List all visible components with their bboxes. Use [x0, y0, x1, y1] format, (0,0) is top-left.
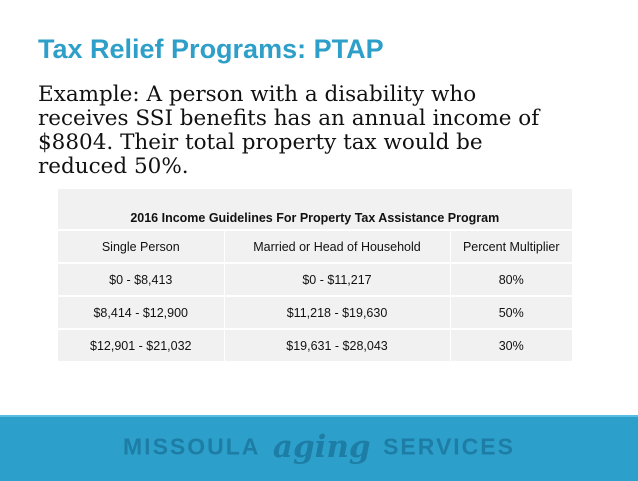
table-row	[58, 329, 572, 362]
table-cell: $8,414 - $12,900	[58, 296, 224, 329]
body-line-3: $8804. Their total property tax would be	[38, 130, 483, 155]
table-title-row	[58, 189, 572, 230]
table-cell: $12,901 - $21,032	[58, 329, 224, 362]
logo-word-aging: aging	[272, 429, 371, 465]
table-cell: $11,218 - $19,630	[224, 296, 450, 329]
table-title: 2016 Income Guidelines For Property Tax Assistance Program	[58, 189, 572, 230]
logo-word-missoula: MISSOULA	[123, 433, 261, 460]
slide-title: Tax Relief Programs: PTAP	[38, 34, 384, 64]
table-cell: $19,631 - $28,043	[224, 329, 450, 362]
table-row	[58, 296, 572, 329]
logo-word-services: SERVICES	[383, 433, 515, 460]
table-cell: $0 - $11,217	[224, 263, 450, 296]
body-line-2: receives SSI benefits has an annual income of	[38, 106, 540, 131]
table-cell: $0 - $8,413	[58, 263, 224, 296]
table-cell: 30%	[450, 329, 572, 362]
slide-body-text	[38, 83, 608, 179]
body-line-1: Example: A person with a disability who	[38, 82, 477, 107]
header-single-person: Single Person	[58, 230, 224, 263]
table-cell: 50%	[450, 296, 572, 329]
table-row	[58, 263, 572, 296]
table-cell: 80%	[450, 263, 572, 296]
header-percent-multiplier: Percent Multiplier	[450, 230, 572, 263]
footer-band	[0, 415, 638, 481]
header-married-head-household: Married or Head of Household	[224, 230, 450, 263]
missoula-aging-services-logo	[0, 429, 638, 465]
body-line-4: reduced 50%.	[38, 154, 189, 179]
income-guidelines-table	[58, 189, 573, 363]
table-header-row	[58, 230, 572, 263]
